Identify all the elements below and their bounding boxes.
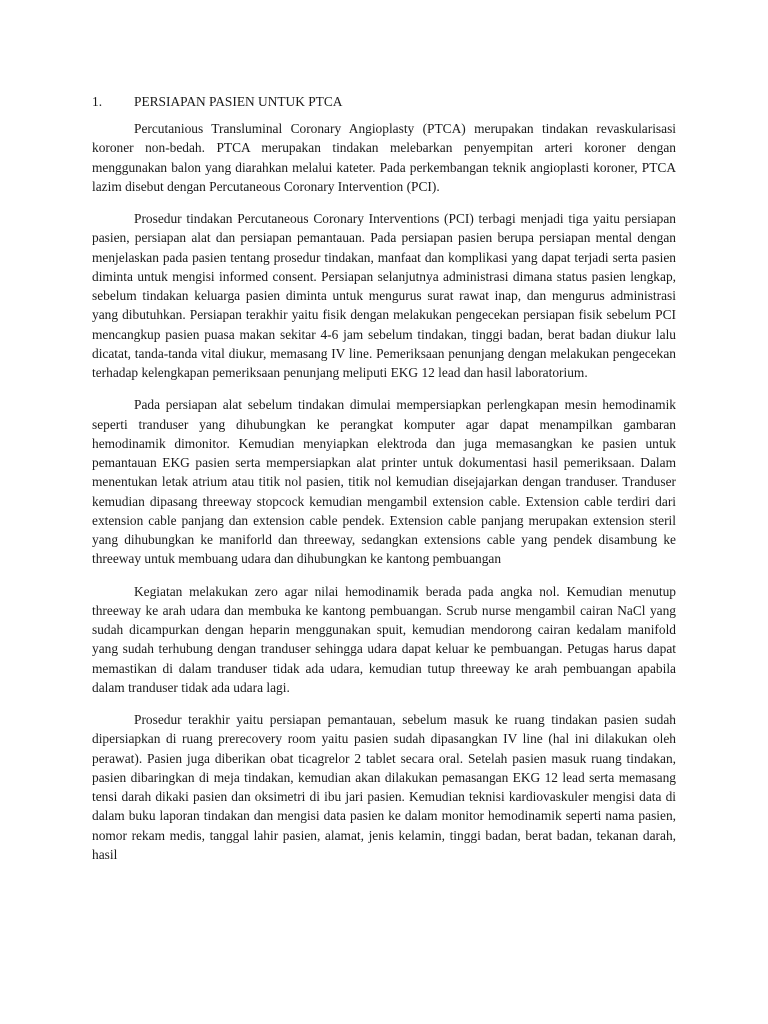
paragraph-monitoring-preparation: Prosedur terakhir yaitu persiapan pemantauan, sebelum masuk ke ruang tindakan pasien sudah dipersiapkan di ruang prerecovery room yaitu pasien sudah dipasangkan IV line (hal ini dilakukan oleh perawat). Pasien juga diberikan obat ticagrelor 2 tablet secara oral. Setelah pasien masuk ruang tindakan, pasien dibaringkan di meja tindakan, kemudian akan dilakukan pemasangan EKG 12 lead serta memasang tensi darah dikaki pasien dan oksimetri di ibu jari pasien. Kemudian teknisi kardiovaskuler mengisi data di dalam buku laporan tindakan dan mengisi data pasien ke dalam monitor hemodinamik seperti nama pasien, nomor rekam medis, tanggal lahir pasien, alamat, jenis kelamin, tinggi badan, berat badan, tekanan darah, hasil	[92, 712, 676, 862]
paragraph-zeroing: Kegiatan melakukan zero agar nilai hemodinamik berada pada angka nol. Kemudian menutup threeway ke arah udara dan membuka ke kantong pembuangan. Scrub nurse mengambil cairan NaCl yang sudah dicampurkan dengan heparin menggunakan spuit, kemudian mendorong cairan kedalam manifold yang sudah terhubung dengan tranduser sehingga udara dapat keluar ke pembuangan. Petugas harus dapat memastikan di dalam tranduser tidak ada udara, kemudian tutup threeway ke arah pembuangan apabila dalam tranduser tidak ada udara lagi.	[92, 583, 676, 695]
section-title: PERSIAPAN PASIEN UNTUK PTCA	[134, 94, 343, 109]
paragraph-equipment-preparation: Pada persiapan alat sebelum tindakan dimulai mempersiapkan perlengkapan mesin hemodinamik seperti tranduser yang dihubungkan ke perangkat komputer agar dapat menampilkan gambaran hemodinamik dimonitor. Kemudian menyiapkan elektroda dan juga memasangkan ke pasien untuk pemantauan EKG pasien serta mempersiapkan alat printer untuk dokumentasi hasil pemeriksaan. Dalam menentukan letak atrium atau titik nol pasien, titik nol kemudian disejajarkan dengan tranduser. Tranduser kemudian dipasang threeway stopcock kemudian mengambil extension cable. Extension cable terdiri dari extension cable panjang dan extension cable pendek. Extension cable panjang merupakan extension steril yang dihubungkan ke maniforld dan threeway, sedangkan extensions cable yang pendek disambung ke threeway untuk membuang udara dan dihubungkan ke kantong pembuangan	[92, 397, 676, 567]
paragraph-ptca-definition: Percutanious Transluminal Coronary Angioplasty (PTCA) merupakan tindakan revaskularisasi koroner non-bedah. PTCA merupakan tindakan melebarkan penyempitan arteri koroner dengan menggunakan balon yang diarahkan melalui kateter. Pada perkembangan teknik angioplasti koroner, PTCA lazim disebut dengan Percutaneous Coronary Intervention (PCI).	[92, 121, 676, 194]
section-heading	[92, 92, 676, 111]
section-number: 1.	[92, 94, 103, 109]
document-body	[92, 92, 676, 877]
paragraph-patient-preparation: Prosedur tindakan Percutaneous Coronary Interventions (PCI) terbagi menjadi tiga yaitu persiapan pasien, persiapan alat dan persiapan pemantauan. Pada persiapan pasien berupa persiapan mental dengan menjelaskan pada pasien tentang prosedur tindakan, manfaat dan komplikasi yang dapat terjadi serta pasien diminta untuk mengisi informed consent. Persiapan selanjutnya administrasi dimana status pasien lengkap, sebelum tindakan keluarga pasien diminta untuk mengurus surat rawat inap, dan mengurus administrasi yang dibutuhkan. Persiapan terakhir yaitu fisik dengan melakukan pengecekan persiapan fisik sebelum PCI mencangkup pasien puasa makan sekitar 4-6 jam sebelum tindakan, tinggi badan, berat badan diukur lalu dicatat, tanda-tanda vital diukur, memasang IV line. Pemeriksaan penunjang dengan melakukan pengecekan terhadap kelengkapan pemeriksaan penunjang meliputi EKG 12 lead dan hasil laboratorium.	[92, 211, 676, 380]
